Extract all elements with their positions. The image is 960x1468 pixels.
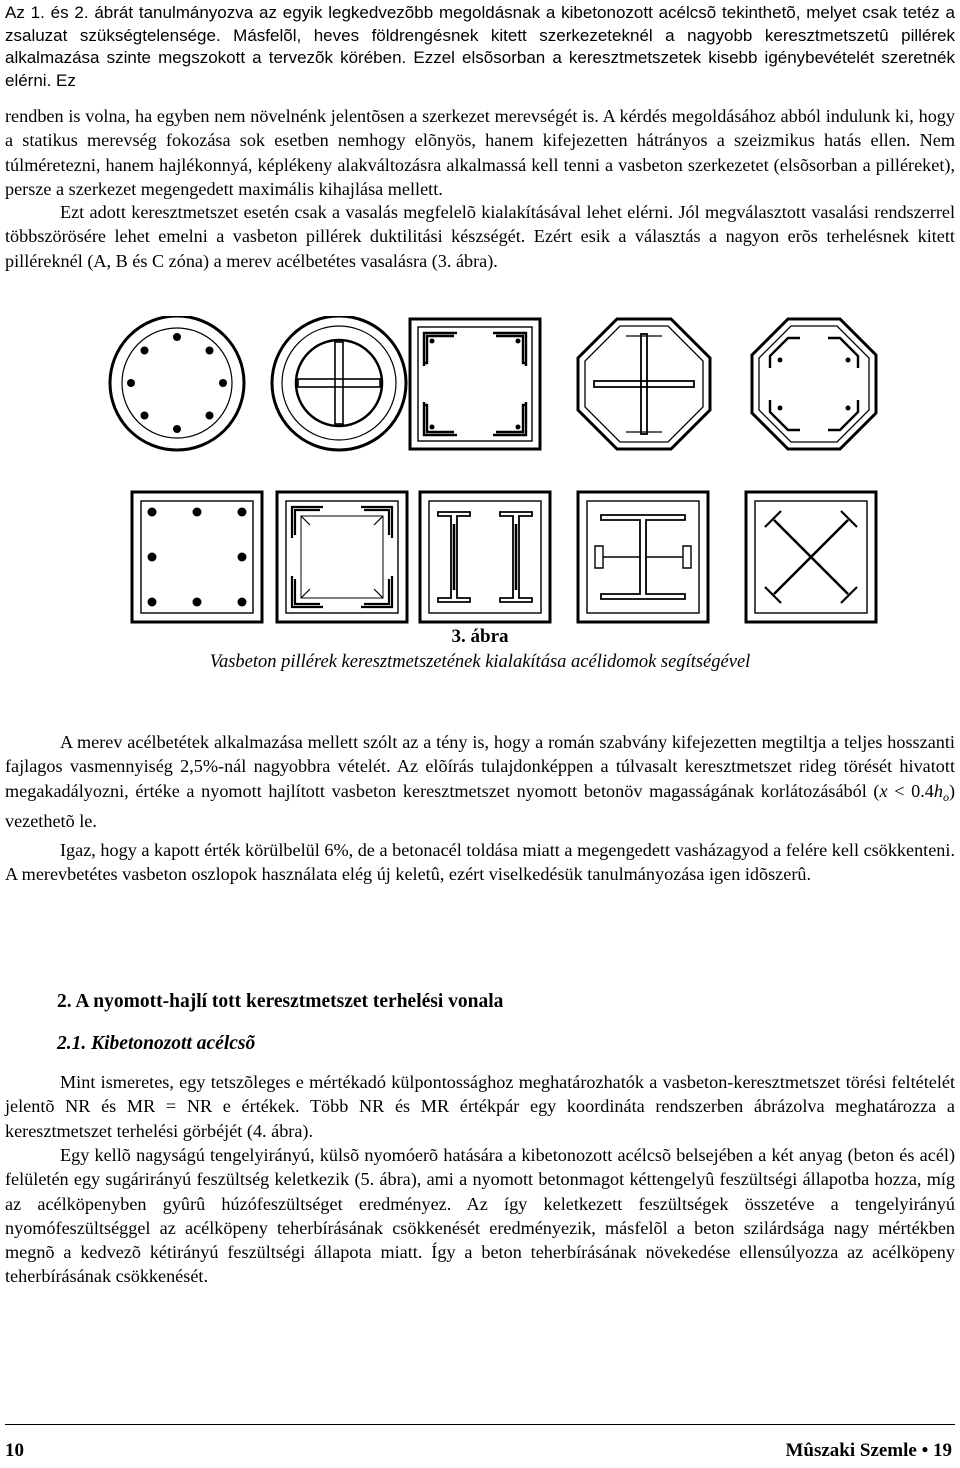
square-section-with-bars <box>132 492 262 622</box>
formula-h: h <box>933 780 943 801</box>
body-paragraph-5: Mint ismeretes, egy tetszõleges e mértékadó külpontossághoz meghatározhatók a vasbeton-keresztmetszet törési feltételét jelentõ NR és MR = NR e értékek. Több NR és MR értékpár egy koordináta rendszerben ábrázolva meghatározza a keresztmetszet terhelési görbéjét (4. ábra). <box>5 1072 955 1141</box>
figure-caption: Vasbeton pillérek keresztmetszetének kialakítása acélidomok segítségével <box>209 652 751 672</box>
body-paragraph-4: Igaz, hogy a kapott érték körülbelül 6%, de a betonacél toldása miatt a megengedett vasházagyod a felére kell csökkenteni. A merevbetétes vasbeton oszlopok használata elég új keletû, ezért viselkedésük tanulmányozása igen idõszerû. <box>5 840 955 885</box>
octagonal-section-with-corner-angles <box>752 319 876 449</box>
figure-3-cross-sections <box>0 316 960 636</box>
journal-name: Mûszaki Szemle • 19 <box>785 1440 952 1461</box>
circular-section-with-steel-tube <box>272 316 406 450</box>
page-number: 10 <box>5 1440 24 1461</box>
figure-number: 3. ábra <box>451 626 509 647</box>
square-section-with-diagonal-plates <box>746 492 876 622</box>
body-paragraph-6: Egy kellõ nagyságú tengelyirányú, külsõ nyomóerõ hatására a kibetonozott acélcsõ belsejében a két anyag (beton és acél) felületén egy sugárirányú feszültség keletkezik (5. ábra), ami a nyomott betonmagot kéttengelyû feszültségi állapotba hozza, míg az acélköpenyben gyûrû húzófeszültséget eredményez. Az így keletkezett feszültségek összetéve a tengelyirányú nyomófeszültséggel az acélköpeny teherbírásának csökkenését eredményezik, másfelõl a beton szilárdsága nagy mértékben megnõ a kedvezõ kétirányú feszültségi állapota miatt. Így a beton teherbírásának növekedése ellensúlyozza az acélköpeny teherbírásának csökkenését. <box>5 1145 955 1287</box>
square-section-with-corner-angles <box>410 319 540 449</box>
body-paragraph-2: Ezt adott keresztmetszet esetén csak a vasalás megfelelõ kialakításával lehet elérni. Jól megválasztott vasalási rendszerrel többszörösére lehet emelni a vasbeton pillérek duktilitási készségét. Ezért esik a választás a nagyon erõs terhelésnek kitett pilléreknél (A, B és C zóna) a merev acélbetétes vasalásra (3. ábra). <box>5 202 955 271</box>
circular-section-with-bars <box>110 316 244 450</box>
formula-x: x <box>879 780 888 801</box>
square-section-with-i-beam-cross <box>578 492 708 622</box>
formula-relation: < 0.4 <box>887 780 934 801</box>
paragraph-3-text: A merev acélbetétek alkalmazása mellett szólt az a tény is, hogy a román szabvány kifejezetten megtiltja a teljes hosszanti fajlagos vasmennyiség 2,5%-nál nagyobbra vételét. Az elõírás tulajdonképpen a túlvasalt keresztmetszet rideg törését hivatott megakadályozni, értéke a nyomott hajlított vasbeton keresztmetszet nyomott betonöv magasságának korlátozásából ( <box>5 732 955 801</box>
formula-subscript: o <box>942 789 949 804</box>
subsection-heading: 2.1. Kibetonozott acélcsõ <box>57 1033 256 1054</box>
body-paragraph-3 <box>5 730 955 833</box>
section-heading: 2. A nyomott-hajlí tott keresztmetszet terhelési vonala <box>57 991 504 1012</box>
body-paragraph-1: rendben is volna, ha egyben nem növelnénk jelentõsen a szerkezet merevségét is. A kérdés megoldásához abból indulunk ki, hogy a statikus merevség fokozása sok esetben nemhogy elõnyös, hanem kifejezetten hátrányos a szeizmikus hatás ellen. Nem túlméretezni, hanem hajlékonnyá, képlékeny alakváltozásra alkalmassá kell tenni a vasbeton szerkezetet (elsõsorban a pilléreket), persze a szerkezet megengedett maximális kihajlása mellett. <box>5 106 955 199</box>
footer-rule <box>5 1424 955 1425</box>
figure-3-drawing <box>0 316 960 636</box>
octagonal-section-with-plate-cross <box>578 319 710 449</box>
paragraph-3-end: ) vezethetõ le. <box>5 780 955 831</box>
intro-paragraph: Az 1. és 2. ábrát tanulmányozva az egyik legkedvezõbb megoldásnak a kibetonozott acélcsõ tekinthetõ, melyet csak tetéz a zsaluzat szükségtelensége. Másfelõl, heves földrengésnek kitett szerkezeteknél a nagyobb keresztmetszetû pillérek alkalmazása szinte megszokott a tervezõk körében. Ezzel elsõsorban a keresztmetszetek kisebb igénybevételét szeretnék elérni. Ez <box>5 3 955 90</box>
square-section-with-angles-and-stirrups <box>277 492 407 622</box>
square-section-with-two-i-beams <box>420 492 550 622</box>
